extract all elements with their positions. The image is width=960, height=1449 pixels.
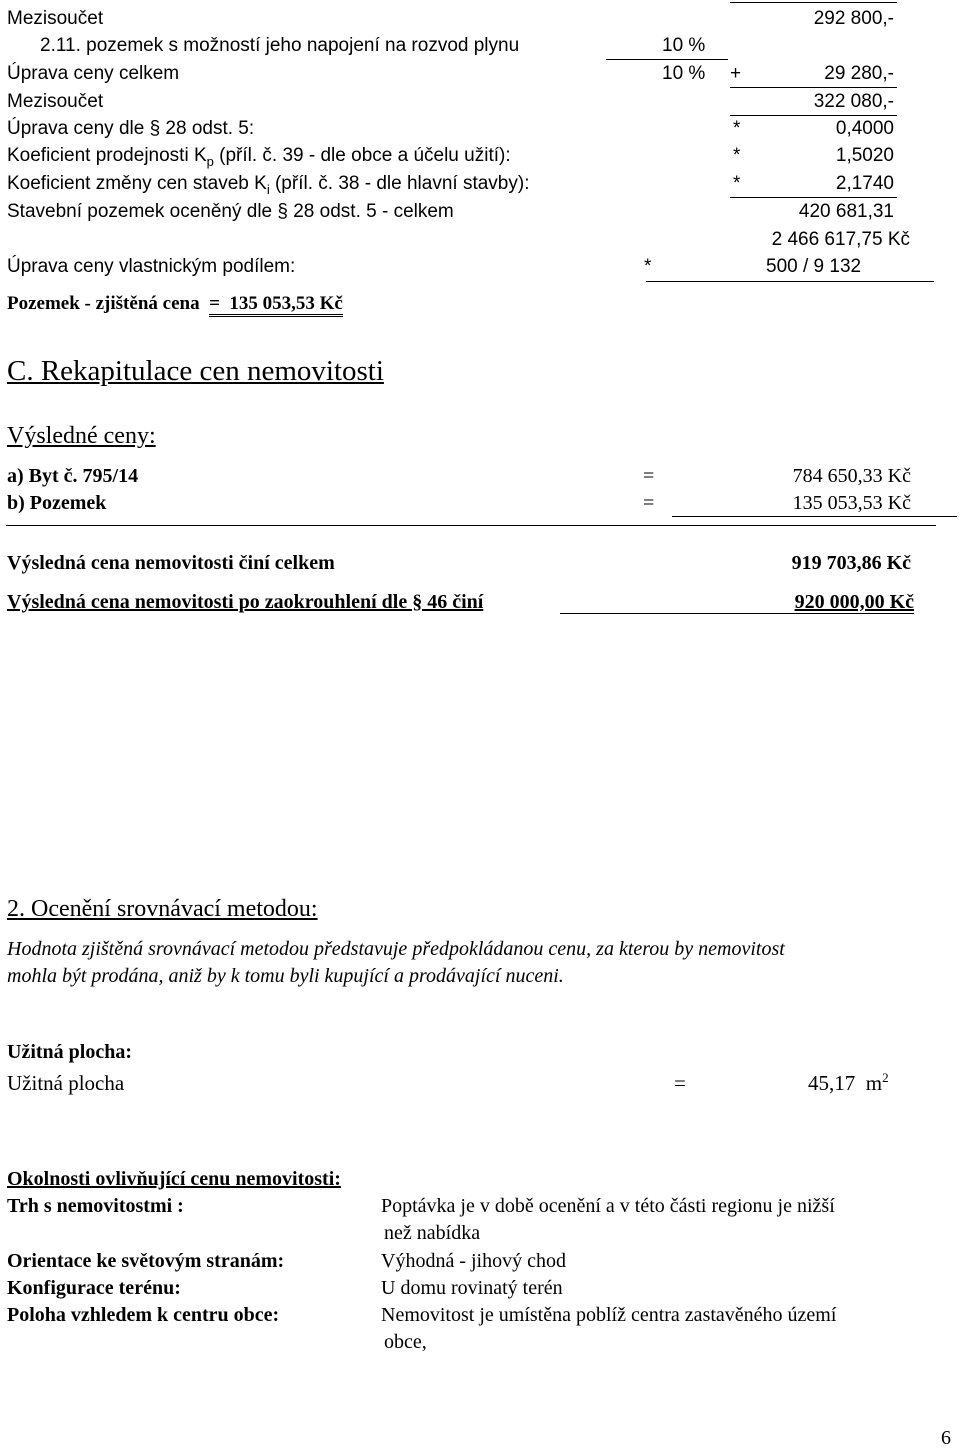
area-value bbox=[808, 1070, 889, 1095]
page-number: 6 bbox=[941, 1427, 951, 1449]
land-result-eq: = bbox=[209, 293, 220, 317]
factor-value-cont: než nabídka bbox=[384, 1222, 481, 1244]
factor-label: Poloha vzhledem k centru obce: bbox=[7, 1304, 280, 1326]
land-result-value: 135 053,53 Kč bbox=[229, 293, 342, 317]
area-number: 45,17 bbox=[808, 1071, 856, 1095]
result-item-value: 784 650,33 Kč bbox=[792, 465, 911, 487]
rounded-label: Výsledná cena nemovitosti po zaokrouhlení dle § 46 činí bbox=[7, 591, 484, 613]
calc-row-value: 1,5020 bbox=[835, 145, 894, 166]
area-eq: = bbox=[674, 1071, 686, 1095]
result-item-value: 135 053,53 Kč bbox=[792, 492, 911, 514]
calc-row-value: 420 681,31 bbox=[798, 201, 894, 222]
label-post: (příl. č. 39 - dle obce a účelu užití): bbox=[213, 145, 511, 166]
calc-row-op: * bbox=[733, 145, 741, 166]
result-item-eq: = bbox=[643, 492, 655, 514]
ownership-label: Úprava ceny vlastnickým podílem: bbox=[7, 256, 296, 277]
factors-heading: Okolnosti ovlivňující cenu nemovitosti: bbox=[7, 1168, 341, 1190]
calc-row-op: * bbox=[733, 173, 741, 194]
calc-row-label: Mezisoučet bbox=[7, 91, 104, 112]
ownership-value: 500 / 9 132 bbox=[766, 256, 862, 277]
area-unit-sup: 2 bbox=[882, 1070, 889, 1085]
label-pre: Koeficient prodejnosti K bbox=[7, 145, 207, 166]
section-2-title: 2. Ocenění srovnávací metodou: bbox=[7, 896, 318, 922]
label-pre: Koeficient změny cen staveb K bbox=[7, 173, 267, 194]
area-unit: m bbox=[865, 1071, 883, 1095]
calc-row-label bbox=[7, 173, 530, 197]
label-sub: i bbox=[266, 181, 270, 197]
result-item-label: b) Pozemek bbox=[7, 492, 107, 514]
factor-value: U domu rovinatý terén bbox=[381, 1277, 563, 1299]
result-item-label: a) Byt č. 795/14 bbox=[7, 465, 139, 487]
factor-value: Nemovitost je umístěna poblíž centra zastavěného území bbox=[381, 1304, 837, 1326]
area-heading: Užitná plocha: bbox=[7, 1041, 132, 1063]
result-item-eq: = bbox=[643, 465, 655, 487]
calc-row-op: * bbox=[733, 118, 741, 139]
calc-row-value: 29 280,- bbox=[824, 63, 894, 84]
calc-row-value: 2,1740 bbox=[835, 173, 894, 194]
calc-row-value: 322 080,- bbox=[813, 91, 894, 112]
calc-row-label: 2.11. pozemek s možností jeho napojení na rozvod plynu bbox=[40, 35, 520, 56]
ownership-op: * bbox=[644, 256, 652, 277]
factor-label: Konfigurace terénu: bbox=[7, 1277, 181, 1299]
calc-row-pct: 10 % bbox=[662, 35, 706, 56]
calc-row-label bbox=[7, 145, 511, 169]
total-value: 919 703,86 Kč bbox=[791, 552, 911, 574]
factor-value: Výhodná - jihový chod bbox=[381, 1250, 566, 1272]
calc-row-value: 292 800,- bbox=[813, 8, 894, 29]
calc-row-label: Úprava ceny celkem bbox=[7, 63, 180, 84]
factor-value: Poptávka je v době ocenění a v této části regionu je nižší bbox=[381, 1195, 835, 1217]
calc-row-value: 0,4000 bbox=[835, 118, 894, 139]
section-c-title: C. Rekapitulace cen nemovitosti bbox=[7, 355, 384, 387]
land-result-label: Pozemek - zjištěná cena bbox=[7, 293, 200, 314]
calc-row-label: Mezisoučet bbox=[7, 8, 104, 29]
rounded-value: 920 000,00 Kč bbox=[794, 591, 914, 613]
section-c-subtitle: Výsledné ceny: bbox=[7, 423, 156, 449]
calc-row-label: Stavební pozemek oceněný dle § 28 odst. 5 - celkem bbox=[7, 201, 454, 222]
calc-row-op: + bbox=[730, 63, 742, 84]
section-2-desc-line1: Hodnota zjištěná srovnávací metodou představuje předpokládanou cenu, za kterou by nemovitost bbox=[7, 938, 785, 960]
label-sub: p bbox=[206, 153, 214, 169]
calc-row-pct: 10 % bbox=[662, 63, 706, 84]
land-result bbox=[7, 294, 343, 313]
factor-label: Orientace ke světovým stranám: bbox=[7, 1250, 285, 1272]
calc-total-value: 2 466 617,75 Kč bbox=[771, 229, 910, 250]
area-label: Užitná plocha bbox=[7, 1071, 125, 1095]
factor-value-cont: obce, bbox=[384, 1331, 427, 1353]
section-2-desc-line2: mohla být prodána, aniž by k tomu byli kupující a prodávající nuceni. bbox=[7, 965, 564, 987]
factor-label: Trh s nemovitostmi : bbox=[7, 1195, 184, 1217]
total-label: Výsledná cena nemovitosti činí celkem bbox=[7, 552, 335, 574]
calc-row-label: Úprava ceny dle § 28 odst. 5: bbox=[7, 118, 255, 139]
label-post: (příl. č. 38 - dle hlavní stavby): bbox=[269, 173, 530, 194]
